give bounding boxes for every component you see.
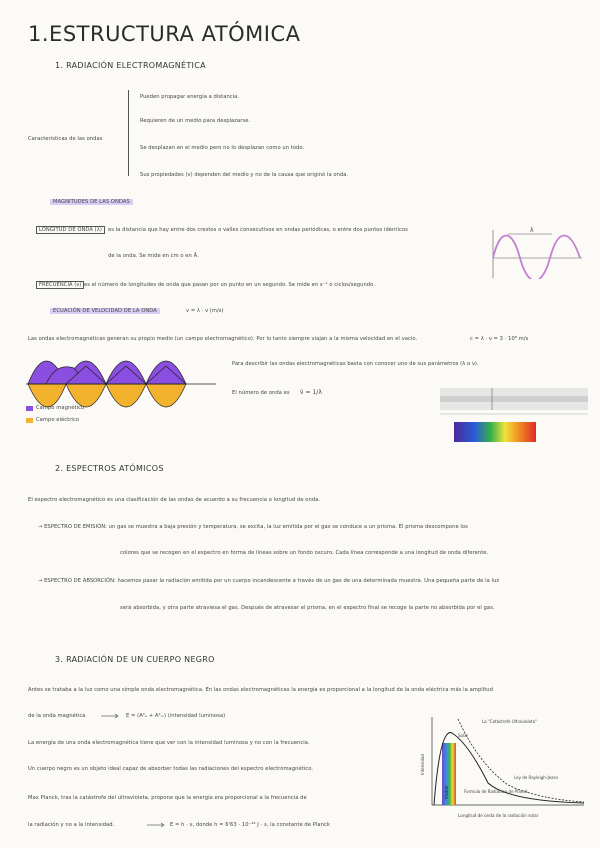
- espectro-intro: El espectro electromagnético es una clasificación de las ondas de acuerdo a su frecuencia o longitud de onda.: [28, 497, 321, 503]
- s3-line-4: Un cuerpo negro es un objeto ideal capaz de absorber todas las radiaciones del espectro electromagnético.: [28, 766, 314, 772]
- graph-visible-label: Visible: [444, 785, 449, 799]
- wave-lambda-label: λ: [530, 227, 534, 234]
- caract-item: Sus propiedades (v) dependen del medio y no de la causa que originó la onda.: [140, 172, 349, 178]
- legend-magnetico: Campo magnético: [36, 405, 85, 411]
- legend-swatch-electrico: [26, 418, 33, 423]
- graph-solar-label: Solar: [458, 733, 469, 738]
- graph-catastrofe-label: La "Catástrofe Ultravioleta": [482, 719, 537, 724]
- absorcion-text-2: será absorbida, y otra parte atraviesa el gas. Después de atravesar el prisma, en el espectro final se recoge la parte no absorbida por el gas.: [120, 605, 495, 611]
- graph-ley-label: Ley de Rayleigh-Jeans: [514, 775, 559, 780]
- s3-line-5: Max Planck, tras la catástrofe del ultravioleta, propone que la energía era proporcional a la frecuencia de: [28, 795, 307, 801]
- graph-planck-label: Formula de Radiacion de Planck: [464, 789, 528, 794]
- caract-item: Pueden propagar energía a distancia.: [140, 94, 240, 100]
- s3-line-2b: E = (A²ₑ + A²ₘ) (intensidad luminosa): [126, 713, 226, 719]
- caract-item: Requieren de un medio para desplazarse.: [140, 118, 251, 124]
- caracteristicas-label: Características de las ondas: [28, 136, 103, 142]
- page-title: 1.ESTRUCTURA ATÓMICA: [28, 22, 301, 46]
- em-speed: c = λ · ν = 3 · 10⁸ m/s: [470, 336, 529, 342]
- section-heading-cuerpo-negro: 3. RADIACIÓN DE UN CUERPO NEGRO: [55, 655, 215, 664]
- legend-swatch-magnetico: [26, 406, 33, 411]
- em-spectrum-diagram: [440, 380, 590, 452]
- describe-text: Para describir las ondas electromagnéticas basta con conocer uno de sus parámetros (λ o ν).: [232, 361, 479, 367]
- legend-electrico: Campo eléctrico: [36, 417, 80, 423]
- blackbody-graph: [418, 713, 590, 828]
- frecuencia-text: es el número de longitudes de onda que pasan por un punto en un segundo. Se mide en s⁻¹ o ciclos/segundo.: [84, 282, 375, 288]
- arrow-icon: [100, 713, 120, 719]
- graph-x-label: Longitud de onda de la radiación solar: [458, 813, 539, 818]
- s3-line-2a: de la onda magnética: [28, 713, 86, 719]
- lambda-text-2: de la onda. Se mide en cm o en Å.: [108, 253, 199, 259]
- section-heading-espectros: 2. ESPECTROS ATÓMICOS: [55, 464, 164, 473]
- lambda-label: LONGITUD DE ONDA (λ): [36, 226, 105, 234]
- s3-line-1: Antes se trataba a la luz como una simple onda electromagnética. En las ondas electromagnéticas la energía es proporcional a la longitud de la onda eléctrica más la amplitud: [28, 687, 493, 693]
- emision-text: → ESPECTRO DE EMISIÓN: un gas se muestra a baja presión y temperatura, se excita, la luz emitida por el gas se conduce a un prisma. El prisma descompone los: [38, 524, 468, 530]
- s3-line-6b: E = h · ν, donde h = 6'63 · 10⁻³⁴ J · s, la constante de Planck: [170, 822, 330, 828]
- em-wave-illustration: [26, 348, 221, 423]
- numero-onda-text: El número de onda es: [232, 390, 290, 396]
- caract-item: Se desplazan en el medio pero no lo desplazan como un todo.: [140, 145, 305, 151]
- em-text: Las ondas electromagnéticas generan su propio medio (un campo electromagnético). Por lo tanto siempre viajan a la misma velocidad en el vacío.: [28, 336, 418, 342]
- arrow-icon: [146, 822, 166, 828]
- ecuacion-label: ECUACIÓN DE VELOCIDAD DE LA ONDA: [50, 308, 160, 314]
- section-heading-radiacion: 1. RADIACIÓN ELECTROMAGNÉTICA: [55, 61, 206, 70]
- lambda-text: es la distancia que hay entre dos crestos o valles consecutivos en ondas periódicas, o entre dos puntos idénticos: [108, 227, 408, 233]
- graph-y-label: Intensidad: [420, 753, 425, 775]
- numero-onda-formula: ν̄ = 1/λ: [300, 389, 322, 396]
- frecuencia-label: FRECUENCIA (ν): [36, 281, 84, 289]
- ecuacion-formula: v = λ · ν (m/s): [186, 308, 224, 314]
- s3-line-3: La energía de una onda electromagnética tiene que ver con la intensidad luminosa y no con la frecuencia.: [28, 740, 310, 746]
- emision-text-2: colores que se recogen en el espectro en forma de líneas sobre un fondo oscuro. Cada línea corresponde a una longitud de onda diferente.: [120, 550, 489, 556]
- magnitudes-heading: MAGNITUDES DE LAS ONDAS: [50, 199, 133, 205]
- s3-line-6a: la radiación y no a la intensidad.: [28, 822, 115, 828]
- brace: [128, 90, 129, 176]
- absorcion-text: → ESPECTRO DE ABSORCIÓN: hacemos pasar la radiación emitida por un cuerpo incandescente a través de un gas de una determinada muestra. Una pequeña parte de la luz: [38, 578, 500, 584]
- wave-diagram: [490, 224, 585, 279]
